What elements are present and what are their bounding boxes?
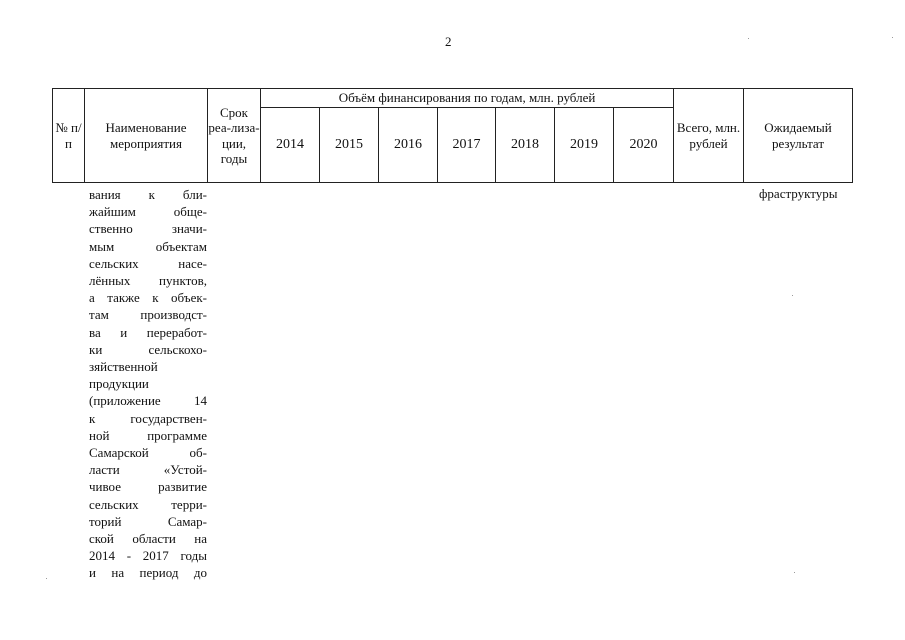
expected-result-continuation: фраструктуры [759, 186, 838, 201]
funding-table-header [52, 88, 853, 183]
activity-name-continuation [89, 186, 207, 582]
header-year-2016: 2016 [379, 108, 438, 183]
scan-speck [892, 37, 893, 38]
name-line: торий Самар- [89, 513, 207, 529]
header-implementation-term: Срок реа-лиза-ции, годы [208, 89, 261, 183]
scan-speck [792, 295, 793, 296]
name-line: зяйственной [89, 359, 158, 375]
name-line: ки сельскохо- [89, 341, 207, 357]
name-line: сельских насе- [89, 255, 207, 271]
name-line: продукции [89, 376, 149, 392]
page-number: 2 [445, 34, 452, 49]
name-line: сельских терри- [89, 496, 207, 512]
header-year-2020: 2020 [614, 108, 674, 183]
header-year-2017: 2017 [438, 108, 496, 183]
scan-speck [46, 578, 47, 579]
name-line: лённых пунктов, [89, 273, 207, 289]
name-line: 2014 - 2017 годы [89, 548, 207, 564]
header-total: Всего, млн. рублей [674, 89, 744, 183]
header-year-2018: 2018 [496, 108, 555, 183]
name-line: там производст- [89, 307, 207, 323]
name-line: ва и переработ- [89, 324, 207, 340]
name-line: ласти «Устой- [89, 462, 207, 478]
header-activity-name: Наименование мероприятия [85, 89, 208, 183]
name-line: ской области на [89, 531, 207, 547]
name-line: а также к объек- [89, 290, 207, 306]
name-line: (приложение 14 [89, 393, 207, 409]
header-number: № п/п [53, 89, 85, 183]
header-expected-result: Ожидаемый результат [744, 89, 853, 183]
name-line: ной программе [89, 427, 207, 443]
name-line: вания к бли- [89, 187, 207, 202]
name-line: Самарской об- [89, 445, 207, 461]
name-line: к государствен- [89, 410, 207, 426]
header-year-2015: 2015 [320, 108, 379, 183]
header-funding-by-year: Объём финансирования по годам, млн. рублей [261, 89, 674, 108]
name-line: мым объектам [89, 238, 207, 254]
scan-speck [794, 572, 795, 573]
name-line: и на период до [89, 565, 207, 581]
scan-speck [748, 38, 749, 39]
header-year-2019: 2019 [555, 108, 614, 183]
name-line: чивое развитие [89, 479, 207, 495]
header-year-2014: 2014 [261, 108, 320, 183]
name-line: жайшим обще- [89, 204, 207, 220]
name-line: ственно значи- [89, 221, 207, 237]
